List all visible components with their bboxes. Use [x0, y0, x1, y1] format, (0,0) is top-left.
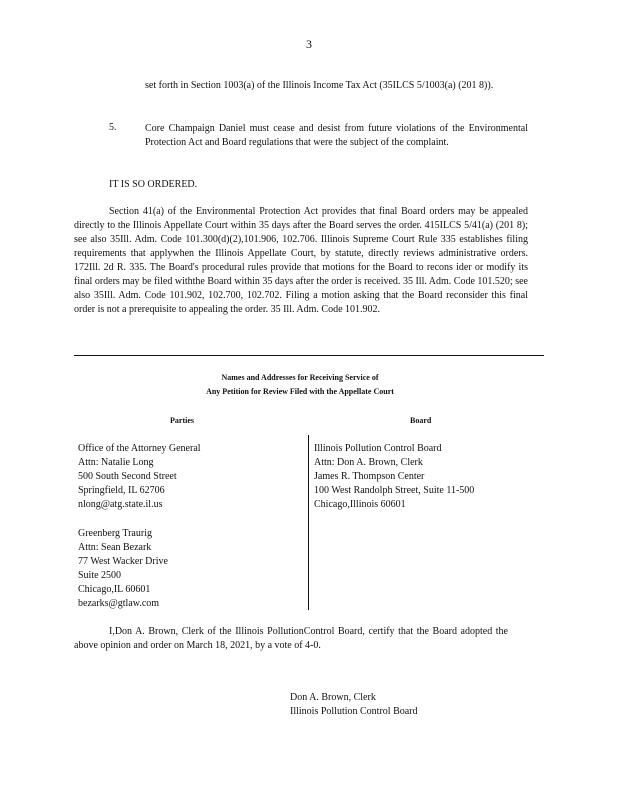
party-line: Office of the Attorney General: [78, 443, 201, 454]
col-board-header: Board: [410, 416, 432, 425]
board-line: Attn: Don A. Brown, Clerk: [314, 457, 423, 468]
page-number: 3: [306, 37, 312, 51]
board-line: Illinois Pollution Control Board: [314, 443, 442, 454]
order-item-number: 5.: [109, 122, 117, 133]
so-ordered: IT IS SO ORDERED.: [109, 179, 198, 190]
party-line: Springfield, IL 62706: [78, 485, 165, 496]
board-line: James R. Thompson Center: [314, 471, 425, 482]
service-heading-line2: Any Petition for Review Filed with the Appellate Court: [206, 387, 394, 396]
party-line: Chicago,IL 60601: [78, 584, 151, 595]
section-divider: [74, 355, 544, 356]
order-item-text: Core Champaign Daniel must cease and desist from future violations of the Environmental Protection Act and Board regulations that were the subject of the complaint.: [145, 123, 528, 148]
party-greenberg-traurig: [78, 527, 168, 611]
certification: I,Don A. Brown, Clerk of the Illinois PollutionControl Board, certify that the Board adopted the above opinion and order on March 18, 2021, by a vote of 4-0.: [74, 626, 508, 651]
appeal-paragraph: Section 41(a) of the Environmental Protection Act provides that final Board orders may be appealed directly to the Illinois Appellate Court within 35 days after the Board serves the order. 415ILCS 5/41(a) (201 8); see also 35Ill. Adm. Code 101.300(d)(2),101.906, 102.706. Illinois Supreme Court Rule 335 establishes filing requirements that applywhen the Illinois Appellate Court, by statute, directly reviews administrative orders. 172Ill. 2d R. 335. The Board's procedural rules provide that motions for the Board to recons ider or modify its final orders may be filed withthe Board within 35 days after the order is received. 35 Ill. Adm. Code 101.520; see also 35Ill. Adm. Code 101.902, 102.700, 102.702. Filing a motion asking that the Board reconsider this final order is not a prerequisite to appealing the order. 35 Ill. Adm. Code 101.902.: [74, 206, 528, 315]
col-parties-header: Parties: [170, 416, 194, 425]
party-line: Suite 2500: [78, 570, 122, 581]
column-divider: [308, 435, 309, 610]
party-line: Attn: Sean Bezark: [78, 542, 152, 553]
service-heading-line1: Names and Addresses for Receiving Service of: [221, 373, 379, 382]
signature-org: Illinois Pollution Control Board: [290, 706, 418, 717]
order-item-continuation: set forth in Section 1003(a) of the Illinois Income Tax Act (35ILCS 5/1003(a) (201 8)).: [145, 80, 494, 91]
party-email[interactable]: nlong@atg.state.il.us: [78, 499, 163, 510]
signature-name: Don A. Brown, Clerk: [290, 692, 376, 703]
party-email[interactable]: bezarks@gtlaw.com: [78, 598, 160, 609]
party-line: 77 West Wacker Drive: [78, 556, 168, 567]
party-line: Attn: Natalie Long: [78, 457, 154, 468]
board-line: Chicago,Illinois 60601: [314, 499, 406, 510]
signature-block: [290, 691, 418, 719]
party-line: Greenberg Traurig: [78, 528, 152, 539]
board-address: [314, 442, 474, 512]
party-line: 500 South Second Street: [78, 471, 177, 482]
party-attorney-general: [78, 442, 201, 512]
board-line: 100 West Randolph Street, Suite 11-500: [314, 485, 475, 496]
